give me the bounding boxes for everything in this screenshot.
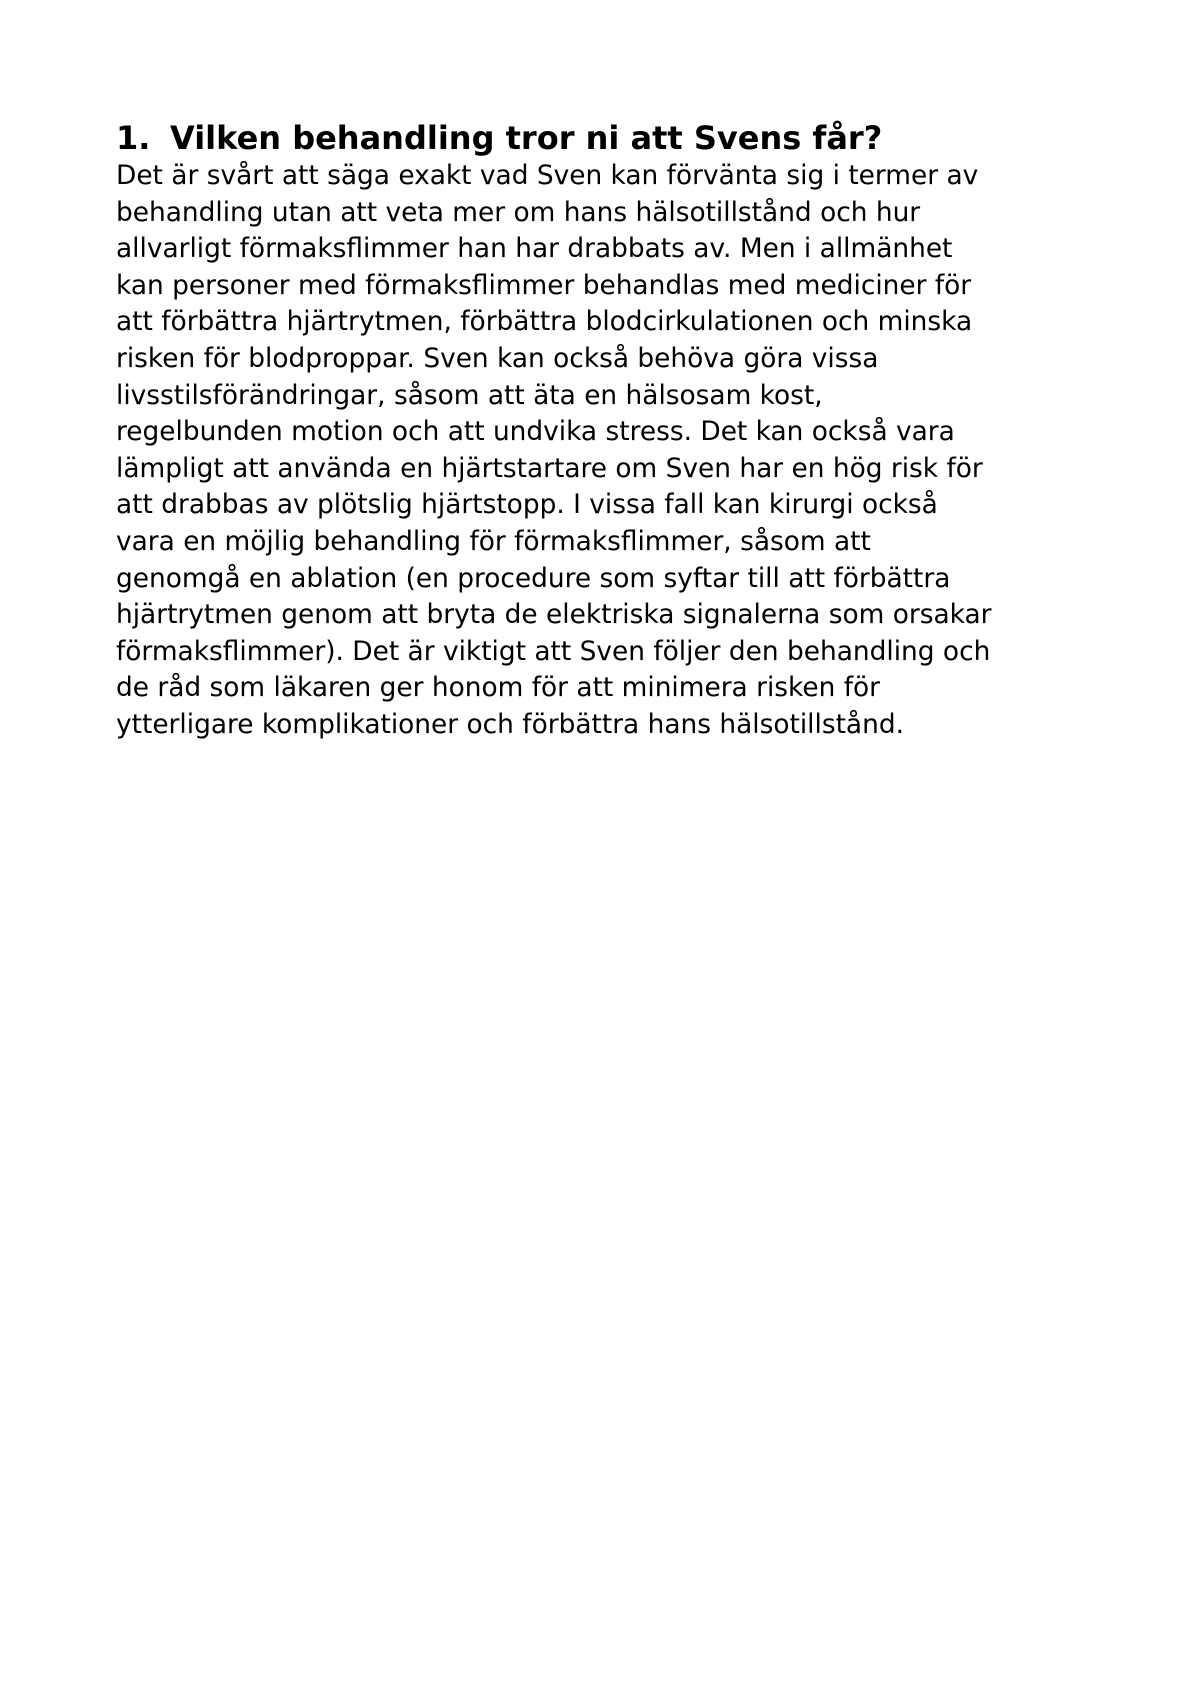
paragraph-line: de råd som läkaren ger honom för att minimera risken för (116, 672, 881, 704)
paragraph-line: kan personer med förmaksflimmer behandlas med mediciner för (116, 269, 972, 301)
answer-paragraph (116, 158, 1116, 744)
paragraph-line: genomgå en ablation (en procedure som syftar till att förbättra (116, 562, 951, 594)
paragraph-line: risken för blodproppar. Sven kan också behöva göra vissa (116, 342, 879, 374)
paragraph-line: att drabbas av plötslig hjärtstopp. I vissa fall kan kirurgi också (116, 489, 938, 521)
paragraph-line: lämpligt att använda en hjärtstartare om Sven har en hög risk för (116, 452, 983, 484)
paragraph-line: regelbunden motion och att undvika stress. Det kan också vara (116, 416, 955, 448)
paragraph-line: hjärtrytmen genom att bryta de elektriska signalerna som orsakar (116, 599, 992, 631)
question-number: 1. (116, 119, 151, 157)
paragraph-line: att förbättra hjärtrytmen, förbättra blodcirkulationen och minska (116, 306, 973, 338)
question-text: Vilken behandling tror ni att Svens får? (170, 119, 883, 157)
paragraph-line: förmaksflimmer). Det är viktigt att Sven följer den behandling och (116, 635, 991, 667)
document-content (116, 118, 1116, 744)
paragraph-line: vara en möjlig behandling för förmaksflimmer, såsom att (116, 525, 871, 557)
paragraph-line: behandling utan att veta mer om hans hälsotillstånd och hur (116, 196, 921, 228)
paragraph-line: livsstilsförändringar, såsom att äta en hälsosam kost, (116, 379, 823, 411)
paragraph-line: ytterligare komplikationer och förbättra hans hälsotillstånd. (116, 708, 904, 740)
paragraph-line: Det är svårt att säga exakt vad Sven kan förvänta sig i termer av (116, 160, 979, 191)
paragraph-line: allvarligt förmaksflimmer han har drabbats av. Men i allmänhet (116, 233, 953, 265)
question-heading (116, 118, 1116, 158)
